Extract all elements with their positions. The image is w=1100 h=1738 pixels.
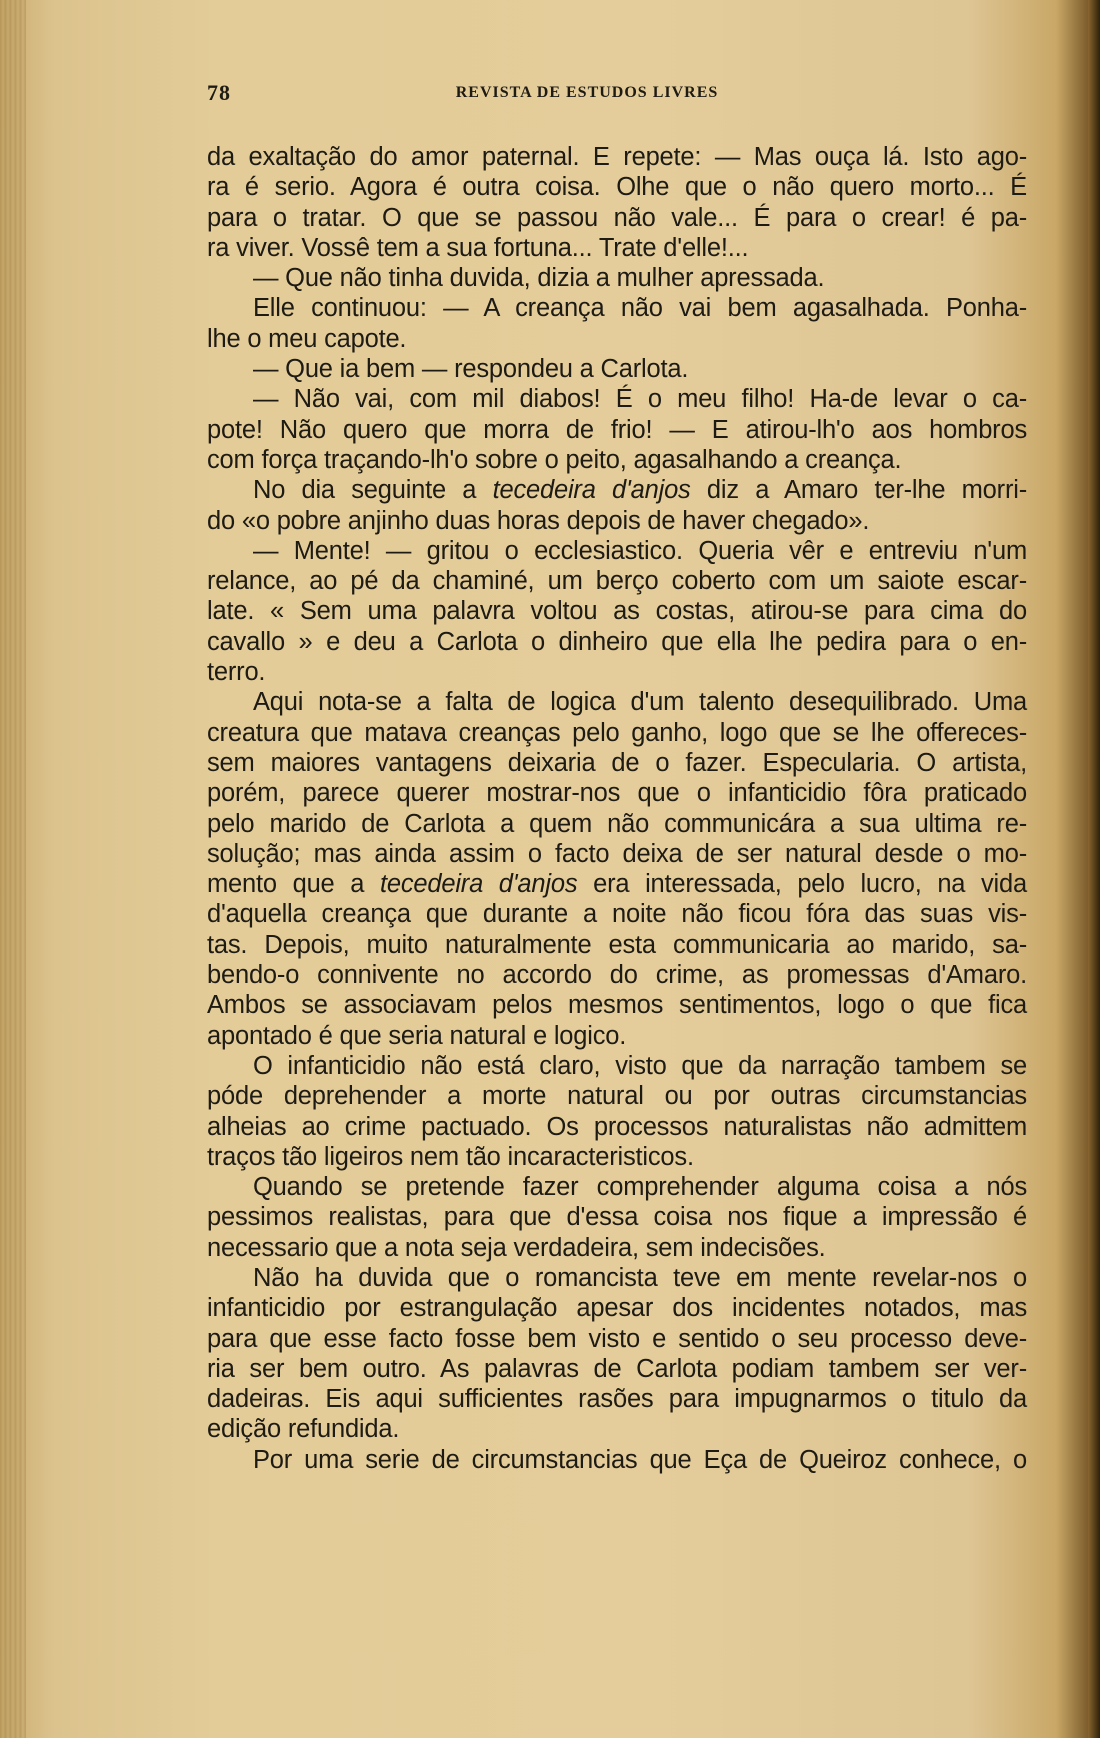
text-line: pelo marido de Carlota a quem não communicára a sua ultima re- (207, 809, 1027, 838)
page-number: 78 (207, 80, 231, 105)
text-line: do «o pobre anjinho duas horas depois de haver chegado». (207, 506, 870, 535)
text-line: edição refundida. (207, 1415, 400, 1444)
text-line: apontado é que seria natural e logico. (207, 1021, 627, 1050)
text-line: ra viver. Vossê tem a sua fortuna... Trate d'elle!... (207, 233, 749, 262)
running-title: REVISTA DE ESTUDOS LIVRES (455, 84, 719, 101)
text-line: pessimos realistas, para que d'essa coisa nos fique a impressão é (207, 1203, 1027, 1232)
text-line: ra é serio. Agora é outra coisa. Olhe que o não quero morto... É (207, 173, 1027, 202)
text-line: bendo-o connivente no accordo do crime, as promessas d'Amaro. (207, 961, 1027, 990)
text-line: — Que não tinha duvida, dizia a mulher apressada. (253, 264, 825, 293)
text-run: mento que a (207, 870, 365, 899)
text-line: relance, ao pé da chaminé, um berço coberto com um saiote escar- (207, 567, 1027, 596)
italic-term: tecedeira d'anjos (492, 476, 691, 505)
text-line: cavallo » e deu a Carlota o dinheiro que ella lhe pedira para o en- (207, 627, 1027, 656)
text-line: Não ha duvida que o romancista teve em mente revelar-nos o (253, 1263, 1027, 1292)
text-line: — Não vai, com mil diabos! É o meu filho! Ha-de levar o ca- (253, 385, 1027, 414)
text-line: necessario que a nota seja verdadeira, sem indecisões. (207, 1233, 826, 1262)
italic-term: tecedeira d'anjos (379, 870, 578, 899)
text-line: para que esse facto fosse bem visto e sentido o seu processo deve- (207, 1324, 1027, 1353)
text-run: era interessada, pelo lucro, na vida (593, 870, 1027, 899)
text-line: alheias ao crime pactuado. Os processos naturalistas não admittem (207, 1112, 1027, 1141)
text-line: ria ser bem outro. As palavras de Carlota podiam tambem ser ver- (207, 1354, 1027, 1383)
text-line: O infanticidio não está claro, visto que da narração tambem se (253, 1051, 1027, 1080)
page-binding-edge (0, 0, 26, 1738)
text-line: dadeiras. Eis aqui sufficientes rasões para impugnarmos o titulo da (207, 1385, 1027, 1414)
text-line: porém, parece querer mostrar-nos que o infanticidio fôra praticado (207, 779, 1027, 808)
text-line: Quando se pretende fazer comprehender alguma coisa a nós (253, 1173, 1027, 1202)
text-line: — Que ia bem — respondeu a Carlota. (253, 355, 689, 384)
text-line: creatura que matava creanças pelo ganho, logo que se lhe offereces- (207, 718, 1027, 747)
text-line: — Mente! — gritou o ecclesiastico. Queria vêr e entreviu n'um (253, 536, 1027, 565)
text-line: Elle continuou: — A creança não vai bem agasalhada. Ponha- (253, 294, 1027, 323)
text-line: solução; mas ainda assim o facto deixa de ser natural desde o mo- (207, 839, 1027, 868)
text-line: tas. Depois, muito naturalmente esta communicaria ao marido, sa- (207, 930, 1027, 959)
text-line: com força traçando-lh'o sobre o peito, agasalhando a creança. (207, 445, 902, 474)
body-text (207, 142, 1027, 1475)
text-line (207, 475, 1027, 505)
text-line: late. « Sem uma palavra voltou as costas, atirou-se para cima do (207, 597, 1027, 626)
text-line: da exaltação do amor paternal. E repete: — Mas ouça lá. Isto ago- (207, 143, 1027, 171)
text-run: diz a Amaro ter-lhe morri- (706, 476, 1027, 505)
text-line: Aqui nota-se a falta de logica d'um talento desequilibrado. Uma (253, 688, 1027, 717)
text-line (207, 869, 1027, 899)
text-line: infanticidio por estrangulação apesar dos incidentes notados, mas (207, 1294, 1027, 1323)
text-line: para o tratar. O que se passou não vale... É para o crear! é pa- (207, 203, 1027, 232)
text-line: lhe o meu capote. (207, 324, 407, 353)
text-line: pote! Não quero que morra de frio! — E atirou-lh'o aos hombros (207, 415, 1027, 444)
text-line: Ambos se associavam pelos mesmos sentimentos, logo o que fica (207, 991, 1027, 1020)
text-line: Por uma serie de circumstancias que Eça de Queiroz conhece, o (253, 1445, 1027, 1474)
text-line: traços tão ligeiros nem tão incaracteristicos. (207, 1142, 694, 1171)
text-run: No dia seguinte a (253, 476, 477, 505)
page-outer-edge (1088, 0, 1100, 1738)
text-line: sem maiores vantagens deixaria de o fazer. Especularia. O artista, (207, 748, 1027, 777)
text-line: póde deprehender a morte natural ou por outras circumstancias (207, 1082, 1027, 1111)
text-line: d'aquella creança que durante a noite não ficou fóra das suas vis- (207, 900, 1027, 929)
page-header (207, 80, 1027, 108)
text-line: terro. (207, 658, 266, 687)
